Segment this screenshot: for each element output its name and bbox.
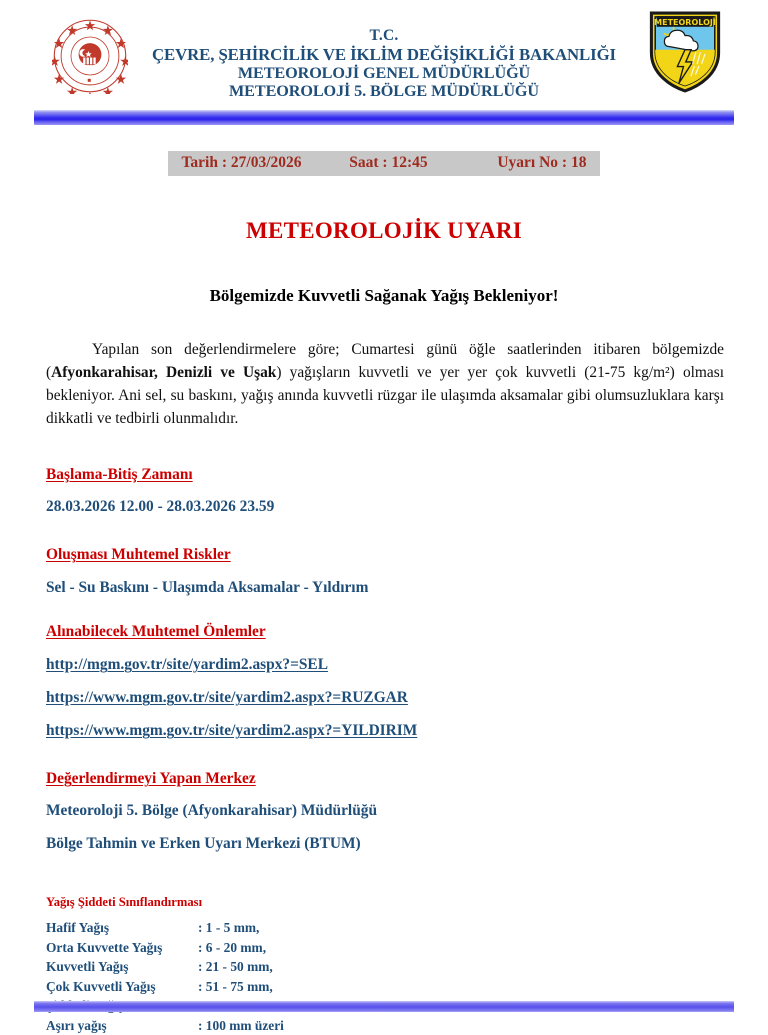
section-heading-time: Başlama-Bitiş Zamanı bbox=[46, 466, 193, 484]
classification-title: Yağış Şiddeti Sınıflandırması bbox=[46, 895, 203, 910]
sections-container bbox=[46, 466, 722, 1035]
header-line-directorate: METEOROLOJİ GENEL MÜDÜRLÜĞÜ bbox=[237, 63, 531, 82]
header-line-tc: T.C. bbox=[369, 27, 399, 44]
classification-label: Orta Kuvvette Yağış bbox=[46, 939, 163, 955]
section-risks bbox=[46, 546, 722, 597]
meteoroloji-shield-logo bbox=[646, 10, 724, 94]
paragraph-part-1: Yapılan son değerlendirmelere göre; Cumartesi günü öğle saatlerinden itibaren bölgemizde ( bbox=[46, 341, 724, 382]
ministry-emblem bbox=[52, 18, 128, 94]
section-value-time: 28.03.2026 12.00 - 28.03.2026 23.59 bbox=[46, 498, 275, 516]
affected-cities: Afyonkarahisar, Denizli ve Uşak bbox=[51, 364, 277, 382]
header-line-ministry: ÇEVRE, ŞEHİRCİLİK VE İKLİM DEĞİŞİKLİĞİ BAKANLIĞI bbox=[152, 44, 616, 64]
header-divider-bar bbox=[34, 110, 734, 125]
footer-divider-bar bbox=[34, 1001, 734, 1012]
time-value: Saat : 12:45 bbox=[349, 154, 428, 171]
paragraph-part-2: ) yağışların kuvvetli ve yer yer çok kuvvetli (21-75 kg/m²) olması bekleniyor. Ani sel, su baskını, yağış anında kuvvetli rüzgar ile ulaşımda aksamalar gibi olumsuzluklara karşı dikkatli ve tedbirli olunmalıdır. bbox=[46, 364, 724, 428]
table-row bbox=[46, 1016, 348, 1035]
warning-paragraph bbox=[46, 338, 724, 430]
page-title: METEOROLOJİK UYARI bbox=[245, 218, 523, 243]
table-row bbox=[46, 957, 348, 976]
document-header bbox=[0, 0, 768, 104]
section-heading-risks: Oluşması Muhtemel Riskler bbox=[46, 546, 231, 564]
center-line-1: Meteoroloji 5. Bölge (Afyonkarahisar) Müdürlüğü bbox=[46, 802, 378, 820]
section-heading-measures: Alınabilecek Muhtemel Önlemler bbox=[46, 623, 266, 641]
header-line-region: METEOROLOJİ 5. BÖLGE MÜDÜRLÜĞÜ bbox=[229, 82, 539, 101]
classification-value: : 51 - 75 mm, bbox=[198, 978, 273, 994]
section-center bbox=[46, 770, 722, 853]
classification-table bbox=[46, 918, 348, 1035]
classification-label: Kuvvetli Yağış bbox=[46, 959, 129, 975]
date-strip bbox=[168, 151, 601, 176]
classification-value: : 6 - 20 mm, bbox=[198, 939, 267, 955]
section-time bbox=[46, 466, 722, 516]
measure-link-sel[interactable]: http://mgm.gov.tr/site/yardim2.aspx?=SEL bbox=[46, 656, 328, 674]
classification-label: Aşırı yağış bbox=[46, 1017, 107, 1033]
classification-label: Hafif Yağış bbox=[46, 920, 110, 936]
measure-link-yildirim[interactable]: https://www.mgm.gov.tr/site/yardim2.aspx?=YILDIRIM bbox=[46, 722, 418, 740]
classification-value: : 21 - 50 mm, bbox=[198, 959, 273, 975]
center-line-2: Bölge Tahmin ve Erken Uyarı Merkezi (BTUM) bbox=[46, 835, 361, 853]
section-heading-center: Değerlendirmeyi Yapan Merkez bbox=[46, 770, 256, 788]
header-title-block bbox=[140, 27, 628, 101]
date-strip-container bbox=[0, 151, 768, 176]
section-value-risks: Sel - Su Baskını - Ulaşımda Aksamalar - Yıldırım bbox=[46, 579, 369, 597]
shield-logo-text: METEOROLOJİ bbox=[654, 17, 716, 27]
classification-label: Çok Kuvvetli Yağış bbox=[46, 978, 156, 994]
table-row bbox=[46, 977, 348, 996]
table-row bbox=[46, 938, 348, 957]
classification-value: : 1 - 5 mm, bbox=[198, 920, 260, 936]
date-value: Tarih : 27/03/2026 bbox=[181, 154, 302, 171]
warning-number: Uyarı No : 18 bbox=[497, 154, 587, 171]
section-measures bbox=[46, 623, 722, 740]
classification-value: : 100 mm üzeri bbox=[198, 1017, 284, 1033]
page-subtitle: Bölgemizde Kuvvetli Sağanak Yağış Bekleniyor! bbox=[209, 286, 559, 305]
table-row bbox=[46, 918, 348, 937]
measure-link-ruzgar[interactable]: https://www.mgm.gov.tr/site/yardim2.aspx?=RUZGAR bbox=[46, 689, 408, 707]
classification-block bbox=[46, 895, 722, 1035]
